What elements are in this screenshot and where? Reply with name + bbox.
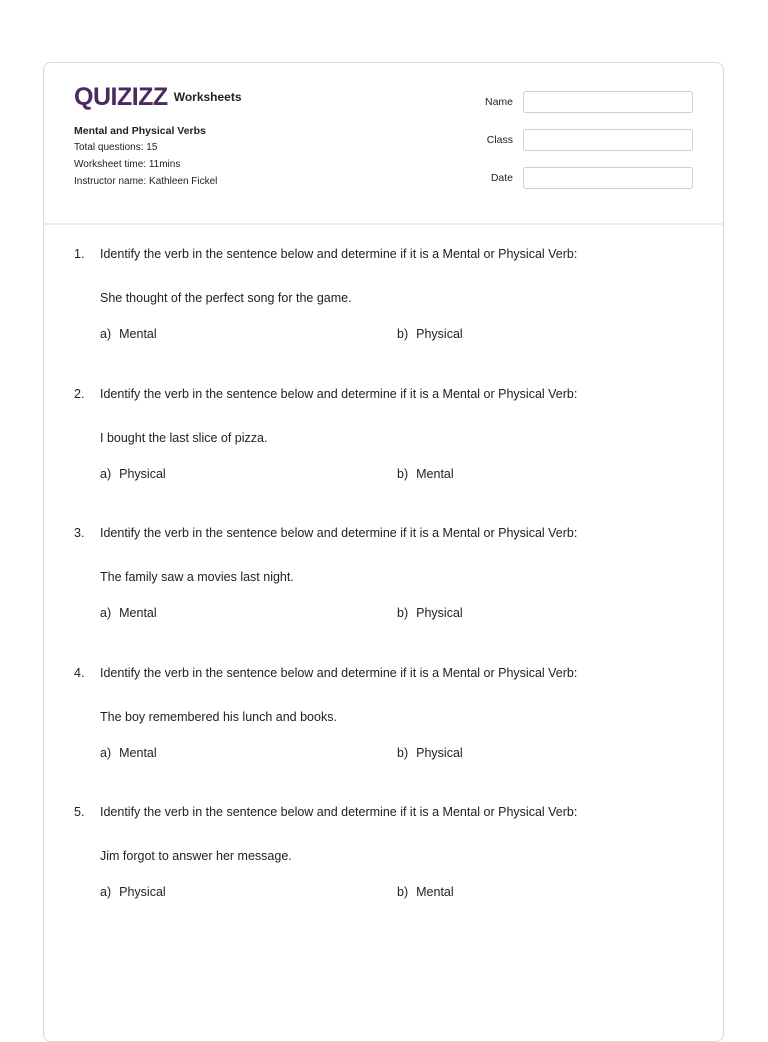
class-input[interactable] [523,129,693,151]
worksheet-page [43,62,724,1042]
question-list [74,247,694,945]
question-text: Identify the verb in the sentence below and determine if it is a Mental or Physical Verb: [100,526,578,540]
quizizz-logo: QUIZIZZ [74,83,168,111]
question-sentence: She thought of the perfect song for the game. [100,291,352,305]
question-text: Identify the verb in the sentence below and determine if it is a Mental or Physical Verb: [100,247,578,261]
worksheet-title: Mental and Physical Verbs [74,125,206,137]
question-prompt [74,805,694,819]
option-b[interactable] [397,606,694,620]
date-input[interactable] [523,167,693,189]
option-text: Physical [416,327,463,341]
brand [74,85,242,109]
total-questions: Total questions: 15 [74,142,158,153]
question-text: Identify the verb in the sentence below and determine if it is a Mental or Physical Verb: [100,386,578,401]
option-a[interactable] [100,327,397,341]
question-prompt [74,526,694,540]
option-text: Physical [416,606,463,620]
answer-options [100,606,694,620]
option-letter: a) [100,466,112,481]
field-label: Date [490,172,513,184]
question-prompt [74,247,694,261]
question-prompt [74,666,694,680]
option-letter: a) [100,327,112,341]
option-a[interactable] [100,746,397,760]
brand-subtitle: Worksheets [173,90,242,104]
question-2 [74,387,694,527]
option-letter: a) [100,745,112,760]
option-text: Mental [119,745,157,760]
question-number: 4. [74,665,85,680]
option-a[interactable] [100,885,397,899]
option-text: Mental [119,327,157,341]
field-name [443,91,693,113]
question-sentence: Jim forgot to answer her message. [100,849,292,863]
question-number: 2. [74,386,85,401]
worksheet-time: Worksheet time: 11mins [74,159,181,170]
question-sentence: I bought the last slice of pizza. [100,430,268,445]
field-date [443,167,693,189]
field-label: Class [486,134,513,146]
worksheet-header [44,63,723,225]
question-sentence: The boy remembered his lunch and books. [100,709,337,724]
question-5 [74,805,694,945]
name-input[interactable] [523,91,693,113]
question-sentence: The family saw a movies last night. [100,570,294,584]
option-text: Mental [416,466,454,481]
field-label: Name [484,96,513,108]
field-class [443,129,693,151]
question-3 [74,526,694,666]
question-number: 5. [74,805,85,819]
question-number: 3. [74,526,85,540]
option-letter: a) [100,885,112,899]
student-fields [443,91,693,205]
answer-options [100,885,694,899]
option-b[interactable] [397,327,694,341]
option-letter: b) [397,466,409,481]
question-prompt [74,387,694,401]
option-b[interactable] [397,467,694,481]
question-1 [74,247,694,387]
option-text: Mental [119,606,157,620]
instructor-name: Instructor name: Kathleen Fickel [74,176,218,187]
option-text: Physical [119,885,166,899]
option-letter: b) [397,327,409,341]
question-number: 1. [74,247,85,261]
option-letter: b) [397,745,409,760]
question-4 [74,666,694,806]
option-text: Physical [416,745,463,760]
option-a[interactable] [100,606,397,620]
answer-options [100,467,694,481]
answer-options [100,746,694,760]
option-a[interactable] [100,467,397,481]
option-text: Mental [416,885,454,899]
option-letter: b) [397,606,409,620]
option-letter: a) [100,606,112,620]
answer-options [100,327,694,341]
option-letter: b) [397,885,409,899]
option-b[interactable] [397,746,694,760]
question-text: Identify the verb in the sentence below and determine if it is a Mental or Physical Verb: [100,805,578,819]
worksheet-meta [74,125,217,193]
question-text: Identify the verb in the sentence below and determine if it is a Mental or Physical Verb: [100,665,578,680]
option-text: Physical [119,466,166,481]
option-b[interactable] [397,885,694,899]
